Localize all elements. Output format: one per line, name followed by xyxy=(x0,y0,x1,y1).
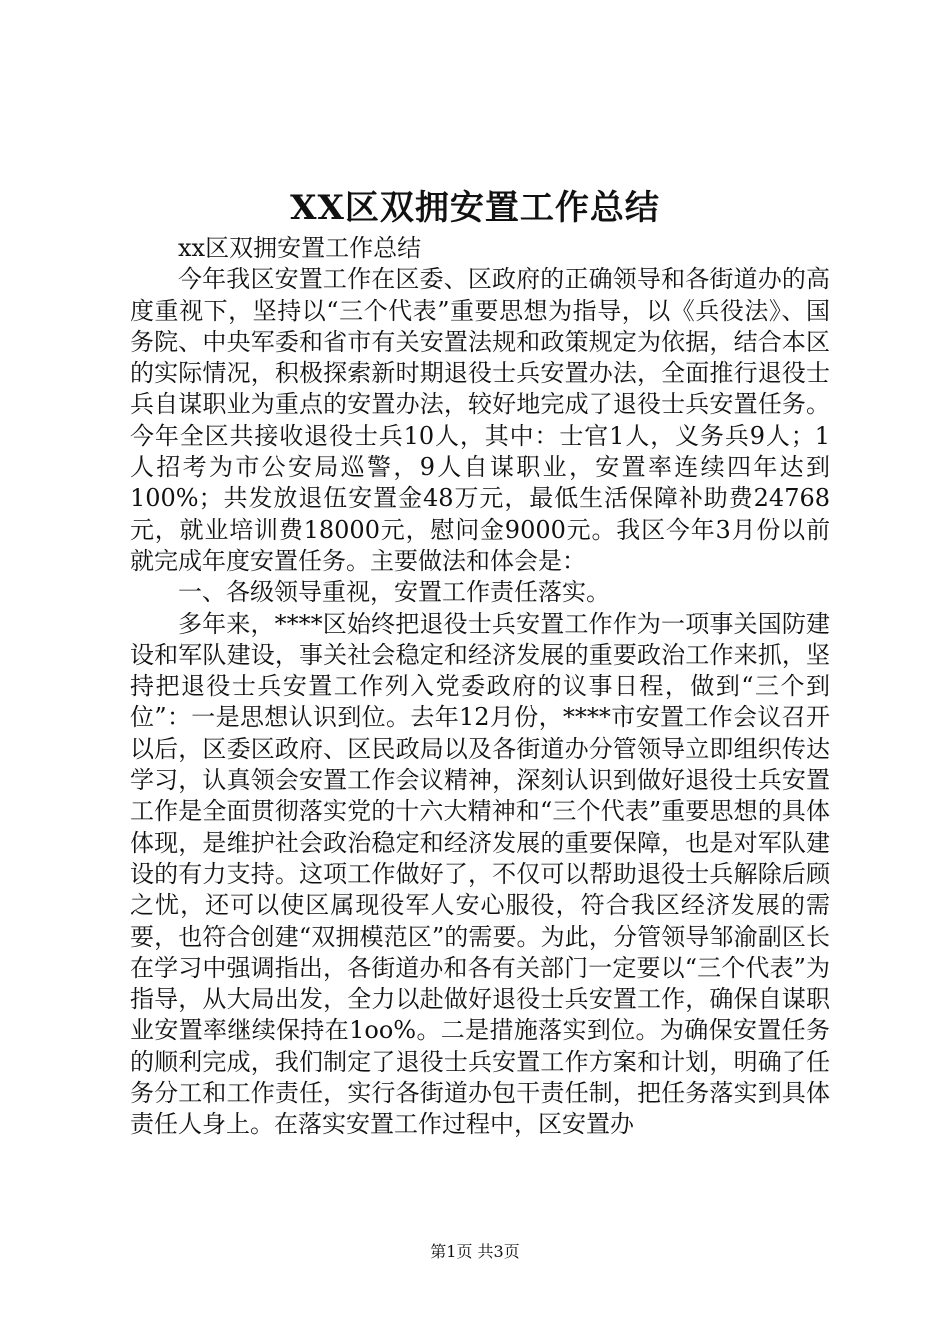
document-body xyxy=(130,233,830,1141)
body-paragraph-section-1: 多年来，****区始终把退役士兵安置工作作为一项事关国防建设和军队建设，事关社会稳定和经济发展的重要政治工作来抓，坚持把退役士兵安置工作列入党委政府的议事日程，做到“三个到位”：一是思想认识到位。去年12月份，****市安置工作会议召开以后，区委区政府、区民政局以及各街道办分管领导立即组织传达学习，认真领会安置工作会议精神，深刻认识到做好退役士兵安置工作是全面贯彻落实党的十六大精神和“三个代表”重要思想的具体体现，是维护社会政治稳定和经济发展的重要保障，也是对军队建设的有力支持。这项工作做好了，不仅可以帮助退役士兵解除后顾之忧，还可以使区属现役军人安心服役，符合我区经济发展的需要，也符合创建“双拥模范区”的需要。为此，分管领导邹渝副区长在学习中强调指出，各街道办和各有关部门一定要以“三个代表”为指导，从大局出发，全力以赴做好退役士兵安置工作，确保自谋职业安置率继续保持在1oo%。二是措施落实到位。为确保安置任务的顺利完成，我们制定了退役士兵安置工作方案和计划，明确了任务分工和工作责任，实行各街道办包干责任制，把任务落实到具体责任人身上。在落实安置工作过程中，区安置办 xyxy=(130,609,830,1139)
body-paragraph-subtitle: xx区双拥安置工作总结 xyxy=(178,234,422,262)
body-paragraph-intro: 今年我区安置工作在区委、区政府的正确领导和各街道办的高度重视下，坚持以“三个代表”重要思想为指导，以《兵役法》、国务院、中央军委和省市有关安置法规和政策规定为依据，结合本区的实际情况，积极探索新时期退役士兵安置办法，全面推行退役士兵自谋职业为重点的安置办法，较好地完成了退役士兵安置任务。今年全区共接收退役士兵10人，其中：士官1人，义务兵9人；1人招考为市公安局巡警，9人自谋职业，安置率连续四年达到100%；共发放退伍安置金48万元，最低生活保障补助费24768元，就业培训费18000元，慰问金9000元。我区今年3月份以前就完成年度安置任务。主要做法和体会是： xyxy=(130,265,830,575)
page-footer: 第1页 共3页 xyxy=(430,1242,520,1261)
document-title: XX区双拥安置工作总结 xyxy=(290,188,660,228)
section-heading-1: 一、各级领导重视，安置工作责任落实。 xyxy=(178,578,610,607)
